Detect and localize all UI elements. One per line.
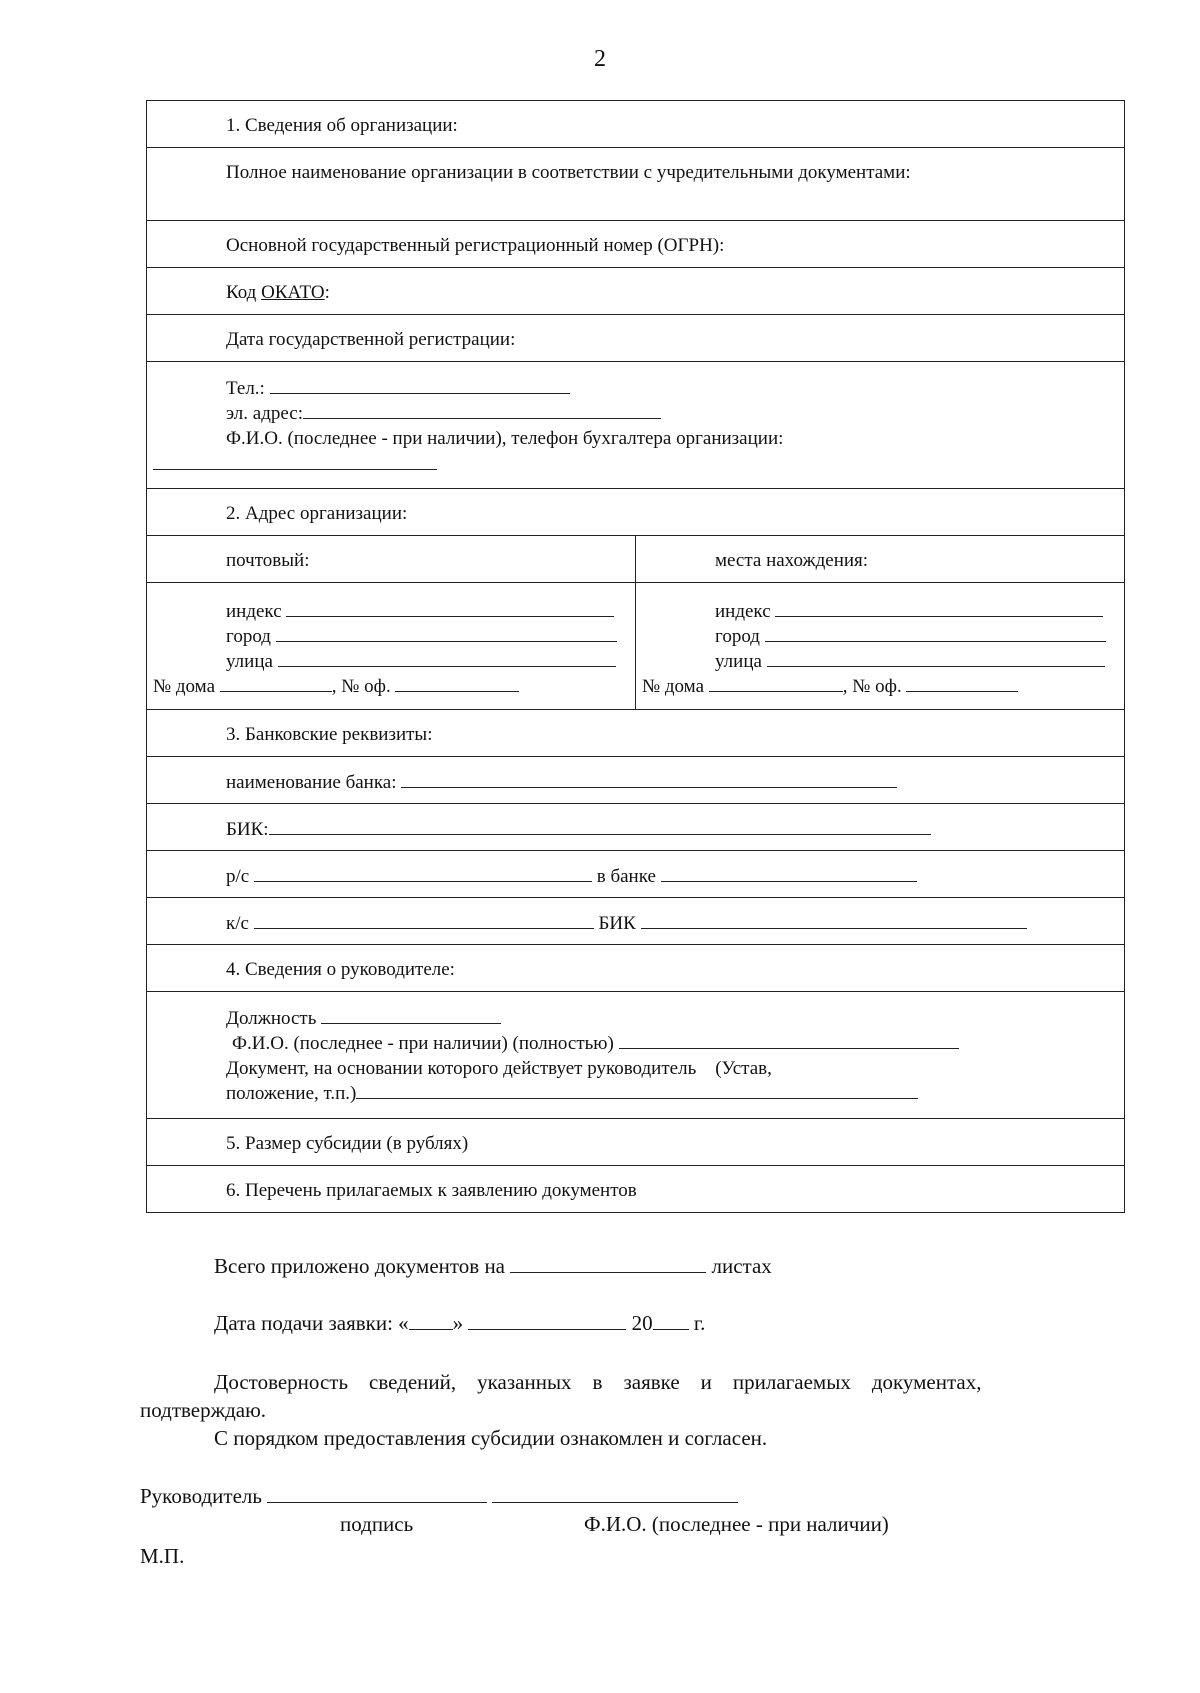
- ks-cell: [147, 898, 1125, 945]
- location-label: места нахождения:: [715, 550, 869, 571]
- ogrn-cell[interactable]: [147, 221, 1125, 268]
- document-label-line1: Документ, на основании которого действует руководитель (Устав,: [226, 1058, 772, 1079]
- date-day-field[interactable]: [409, 1313, 453, 1330]
- fio-full-label: Ф.И.О. (последнее - при наличии) (полностью): [232, 1033, 614, 1054]
- section2-title-cell: [147, 489, 1125, 536]
- full-name-label: Полное наименование организации в соответствии с учредительными документами:: [226, 162, 911, 183]
- section5-cell[interactable]: [147, 1119, 1125, 1166]
- section3-title-cell: [147, 710, 1125, 757]
- section6-title: 6. Перечень прилагаемых к заявлению документов: [226, 1180, 637, 1201]
- bik-cell: [147, 804, 1125, 851]
- attached-line: Всего приложено документов на листах: [214, 1254, 772, 1278]
- okato-cell[interactable]: [147, 268, 1125, 315]
- postal-address-cell: индекс город улица № дома , № оф.: [147, 583, 636, 710]
- position-label: Должность: [226, 1008, 317, 1029]
- postal-label: почтовый:: [226, 550, 310, 571]
- head-info-cell: [147, 992, 1125, 1119]
- ks-field[interactable]: [254, 912, 594, 929]
- tel-field[interactable]: [270, 377, 570, 394]
- ks-label: к/с: [226, 913, 249, 934]
- contacts-cell: [147, 362, 1125, 489]
- reg-date-cell[interactable]: [147, 315, 1125, 362]
- full-name-cell[interactable]: [147, 148, 1125, 221]
- accountant-field[interactable]: [153, 453, 437, 470]
- location-index-field[interactable]: [775, 600, 1103, 617]
- document-label-line2: положение, т.п.): [226, 1083, 357, 1104]
- okato-link[interactable]: ОКАТО: [261, 282, 325, 303]
- email-field[interactable]: [303, 402, 661, 419]
- document-field[interactable]: [356, 1082, 918, 1099]
- bank-name-field[interactable]: [401, 771, 897, 788]
- confirm-line1: Достоверность сведений, указанных в заявке и прилагаемых документах,: [214, 1370, 982, 1394]
- attached-sheets-field[interactable]: [510, 1256, 706, 1273]
- submission-date-line: Дата подачи заявки: « » 20 г.: [214, 1311, 706, 1335]
- page-number: 2: [594, 46, 606, 72]
- confirm-line2: подтверждаю.: [140, 1398, 267, 1422]
- rs-label: р/с: [226, 866, 250, 887]
- application-form-table: [146, 100, 1125, 1213]
- section1-title: 1. Сведения об организации:: [226, 115, 458, 136]
- head-fio-field[interactable]: [492, 1486, 738, 1503]
- rs-cell: [147, 851, 1125, 898]
- location-street-field[interactable]: [767, 650, 1105, 667]
- postal-office-field[interactable]: [395, 675, 519, 692]
- section3-title: 3. Банковские реквизиты:: [226, 724, 433, 745]
- bank-name-label: наименование банка:: [226, 772, 397, 793]
- fio-full-field[interactable]: [619, 1032, 959, 1049]
- fio-caption: Ф.И.О. (последнее - при наличии): [584, 1512, 889, 1536]
- section5-title: 5. Размер субсидии (в рублях): [226, 1133, 469, 1154]
- signature-caption: подпись: [340, 1512, 414, 1536]
- tel-label: Тел.:: [226, 378, 265, 399]
- section1-title-cell: [147, 101, 1125, 148]
- date-month-field[interactable]: [468, 1313, 626, 1330]
- okato-label: Код ОКАТО:: [226, 282, 330, 303]
- email-label: эл. адрес:: [226, 403, 304, 424]
- bik2-label: БИК: [598, 913, 636, 934]
- agree-line: С порядком предоставления субсидии ознакомлен и согласен.: [214, 1426, 768, 1450]
- head-signature-line: Руководитель: [140, 1484, 1040, 1509]
- postal-street-field[interactable]: [278, 650, 616, 667]
- section6-cell[interactable]: [147, 1166, 1125, 1213]
- date-year-field[interactable]: [653, 1313, 689, 1330]
- in-bank-field[interactable]: [661, 865, 917, 882]
- postal-index-field[interactable]: [286, 600, 614, 617]
- location-house-field[interactable]: [709, 675, 843, 692]
- accountant-label: Ф.И.О. (последнее - при наличии), телефон бухгалтера организации:: [226, 428, 784, 449]
- location-address-cell: индекс город улица № дома , № оф.: [636, 583, 1125, 710]
- in-bank-label: в банке: [596, 866, 656, 887]
- location-city-field[interactable]: [765, 625, 1106, 642]
- ogrn-label: Основной государственный регистрационный номер (ОГРН):: [226, 235, 725, 256]
- bik-field[interactable]: [269, 818, 931, 835]
- bank-name-cell: [147, 757, 1125, 804]
- reg-date-label: Дата государственной регистрации:: [226, 329, 516, 350]
- section2-title: 2. Адрес организации:: [226, 503, 408, 524]
- postal-city-field[interactable]: [276, 625, 617, 642]
- bik-label: БИК:: [226, 819, 269, 840]
- location-header-cell: [636, 536, 1125, 583]
- postal-header-cell: [147, 536, 636, 583]
- rs-field[interactable]: [254, 865, 592, 882]
- location-office-field[interactable]: [906, 675, 1018, 692]
- position-field[interactable]: [321, 1007, 501, 1024]
- postal-house-field[interactable]: [220, 675, 332, 692]
- section4-title-cell: [147, 945, 1125, 992]
- bik2-field[interactable]: [641, 912, 1027, 929]
- section4-title: 4. Сведения о руководителе:: [226, 959, 455, 980]
- signature-field[interactable]: [267, 1486, 487, 1503]
- stamp-label: М.П.: [140, 1544, 185, 1568]
